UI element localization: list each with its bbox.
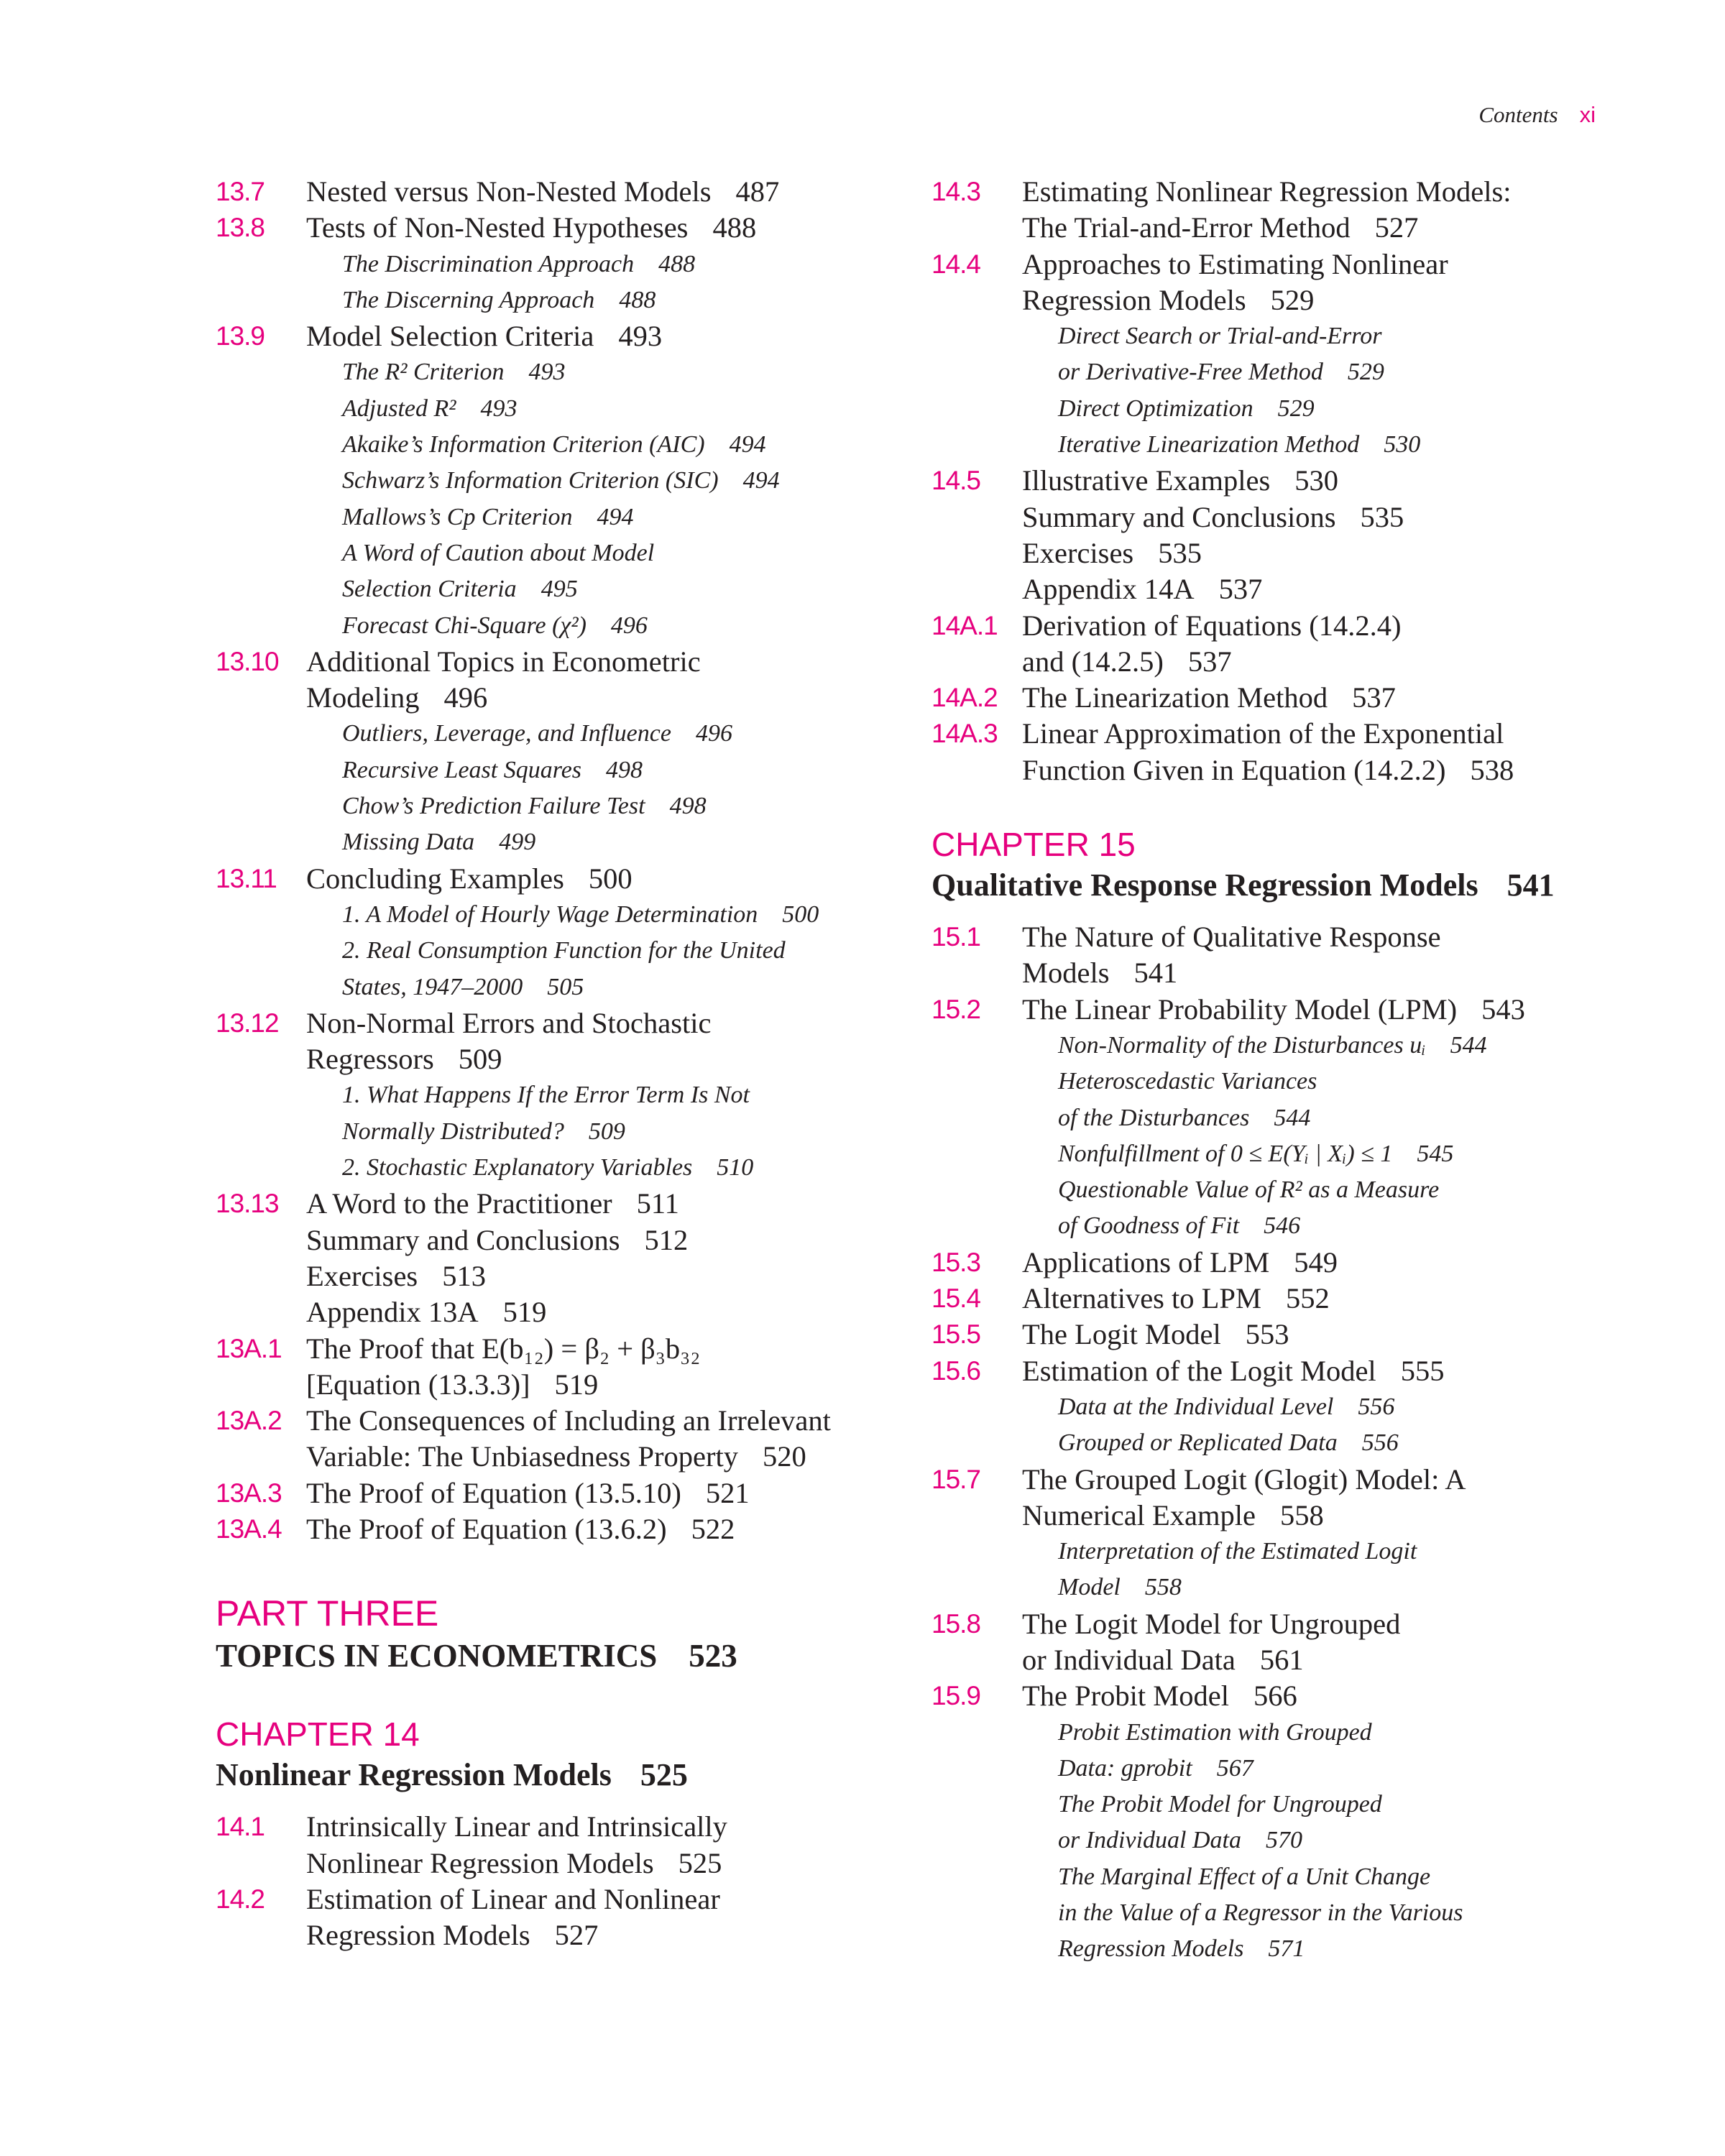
toc-subsection-entry[interactable] [342, 752, 906, 788]
toc-subsection-entry[interactable] [1058, 318, 1622, 391]
section-title [1022, 247, 1622, 319]
section-title [306, 1809, 906, 1881]
example-title-line1: 1. What Happens If the Error Term Is Not [342, 1082, 750, 1109]
section-number: 13A.4 [216, 1514, 282, 1544]
chapter-title[interactable] [932, 865, 1622, 906]
section-page: 529 [1270, 283, 1315, 316]
example-title-line2 [342, 969, 906, 1005]
subsection-title: Schwarz’s Information Criterion (SIC) [342, 467, 719, 494]
section-page: 558 [1280, 1498, 1324, 1531]
section-page: 553 [1245, 1318, 1289, 1351]
section-number: 13.7 [216, 177, 265, 206]
toc-subsection-entry[interactable] [342, 716, 906, 752]
toc-subsection-entry[interactable] [342, 282, 906, 318]
section-number: 14A.3 [932, 719, 998, 749]
section-title-text: The Proof of Equation (13.5.10) [306, 1476, 681, 1509]
toc-section-entry[interactable] [932, 608, 1622, 681]
subsection-page: 488 [658, 250, 696, 277]
toc-section-entry[interactable] [216, 1475, 906, 1511]
section-number: 14.4 [932, 249, 981, 279]
section-title-text: Approaches to Estimating Nonlinear Regression Models [1022, 247, 1448, 316]
subsection-title: Data at the Individual Level [1058, 1393, 1334, 1420]
section-number: 15.9 [932, 1681, 981, 1711]
section-title-text: Illustrative Examples [1022, 464, 1271, 497]
part-label: PART THREE [216, 1593, 439, 1634]
toc-subsection-entry[interactable] [1058, 1172, 1622, 1245]
section-number: 13.12 [216, 1008, 279, 1038]
section-title-text: The Linear Probability Model (LPM) [1022, 992, 1458, 1026]
section-title [1022, 680, 1622, 716]
section-page: 530 [1294, 464, 1339, 497]
section-number: 14.2 [216, 1884, 265, 1914]
subsection-title: Adjusted R² [342, 395, 456, 422]
backmatter-title: Exercises [306, 1259, 418, 1292]
toc-subsection-entry[interactable] [342, 824, 906, 860]
section-page: 543 [1481, 992, 1525, 1026]
toc-section-entry[interactable] [932, 463, 1622, 499]
section-title [1022, 1353, 1622, 1389]
backmatter-page: 535 [1158, 536, 1202, 569]
section-number: 14A.1 [932, 610, 998, 640]
section-title [306, 174, 906, 210]
section-title-text: Non-Normal Errors and Stochastic Regressors [306, 1006, 712, 1076]
subsection-page: 529 [1347, 359, 1384, 386]
section-title-text: The Grouped Logit (Glogit) Model: A Numerical Example [1022, 1462, 1466, 1531]
section-number: 13.8 [216, 213, 265, 243]
toc-subsection-entry[interactable] [342, 354, 906, 390]
section-title-text: Intrinsically Linear and Intrinsically Nonlinear Regression Models [306, 1810, 727, 1879]
subsection-title: Iterative Linearization Method [1058, 431, 1360, 459]
toc-section-entry[interactable] [932, 1281, 1622, 1317]
toc-section-entry[interactable] [216, 1005, 906, 1078]
example-page: 510 [717, 1154, 754, 1181]
section-title-text: Estimation of the Logit Model [1022, 1354, 1376, 1387]
section-number: 15.8 [932, 1608, 981, 1639]
section-page: 511 [636, 1187, 679, 1220]
section-page: 493 [618, 320, 663, 353]
toc-subsection-entry[interactable] [342, 608, 906, 644]
section-number: 13A.1 [216, 1333, 282, 1363]
section-title-text: Concluding Examples [306, 862, 564, 895]
section-title-text: The Logit Model for Ungrouped or Individual Data [1022, 1607, 1401, 1676]
section-page: 561 [1259, 1643, 1304, 1676]
toc-example-entry[interactable] [342, 1150, 906, 1186]
example-title-line2-text: Normally Distributed? [342, 1118, 564, 1145]
running-head [1478, 102, 1596, 128]
example-title-line1: 2. Stochastic Explanatory Variables [342, 1154, 693, 1181]
section-page: 527 [554, 1919, 599, 1952]
section-title [1022, 1281, 1622, 1317]
section-page: 549 [1294, 1245, 1338, 1279]
toc-section-entry[interactable] [932, 174, 1622, 247]
backmatter-page: 512 [644, 1223, 689, 1256]
toc-subsection-entry[interactable] [1058, 1064, 1622, 1136]
section-title [306, 1881, 906, 1954]
subsection-title: Akaike’s Information Criterion (AIC) [342, 431, 705, 459]
backmatter-page: 513 [442, 1259, 486, 1292]
toc-subsection-entry[interactable] [1058, 1425, 1622, 1461]
section-title-text: The Proof of Equation (13.6.2) [306, 1512, 667, 1545]
toc-list [932, 174, 1622, 788]
toc-backmatter-entry[interactable] [1022, 571, 1622, 607]
section-number: 15.6 [932, 1355, 981, 1386]
example-title-line2-text: States, 1947–2000 [342, 973, 523, 1000]
subsection-page: 495 [540, 576, 578, 603]
subsection-page: 544 [1274, 1104, 1311, 1131]
example-page: 509 [588, 1118, 625, 1145]
toc-section-entry[interactable] [216, 644, 906, 717]
section-title-text: Linear Approximation of the Exponential Function Given in Equation (14.2.2) [1022, 717, 1504, 786]
backmatter-page: 537 [1218, 573, 1263, 606]
chapter-title-text: Qualitative Response Regression Models [932, 867, 1478, 903]
example-page: 505 [547, 973, 584, 1000]
example-title-line1: 2. Real Consumption Function for the United [342, 937, 786, 964]
subsection-page: 494 [597, 503, 634, 530]
section-number: 15.1 [932, 922, 981, 952]
toc-section-entry[interactable] [932, 992, 1622, 1028]
toc-section-entry[interactable] [932, 1245, 1622, 1281]
subsection-page: 556 [1358, 1393, 1395, 1420]
subsection-page: 493 [528, 359, 566, 386]
subsection-page: 545 [1417, 1140, 1454, 1167]
toc-subsection-entry[interactable] [342, 463, 906, 499]
subsection-page: 529 [1277, 395, 1315, 422]
section-page: 522 [691, 1512, 735, 1545]
section-title [306, 210, 906, 246]
section-title-text: Estimating Nonlinear Regression Models: The Trial-and-Error Method [1022, 175, 1512, 244]
backmatter-page: 535 [1360, 500, 1404, 533]
example-title-line1: 1. A Model of Hourly Wage Determination [342, 900, 758, 928]
toc-subsection-entry[interactable] [342, 391, 906, 427]
section-title [1022, 463, 1622, 499]
section-number: 15.5 [932, 1319, 981, 1350]
backmatter-title: Summary and Conclusions [1022, 500, 1336, 533]
toc-section-entry[interactable] [932, 1606, 1622, 1679]
section-page: 525 [678, 1846, 722, 1879]
subsection-page: 570 [1265, 1827, 1302, 1854]
section-page: 527 [1374, 211, 1419, 244]
section-page: 552 [1285, 1282, 1330, 1315]
backmatter-title: Summary and Conclusions [306, 1223, 620, 1256]
section-title-text: A Word to the Practitioner [306, 1187, 612, 1220]
section-title-text: Derivation of Equations (14.2.4) and (14.2.5) [1022, 609, 1402, 678]
example-title-line2 [342, 1114, 906, 1150]
backmatter-title: Exercises [1022, 536, 1134, 569]
toc-section-entry[interactable] [932, 247, 1622, 319]
subsection-page: 546 [1264, 1212, 1301, 1240]
chapter-page: 525 [640, 1757, 688, 1793]
section-page: 538 [1470, 753, 1514, 786]
toc-right-column [932, 174, 1622, 1968]
toc-section-entry[interactable] [216, 1809, 906, 1881]
subsection-title: Mallows’s Cp Criterion [342, 503, 573, 530]
part-title-text: TOPICS IN ECONOMETRICS [216, 1638, 658, 1674]
toc-section-entry[interactable] [932, 1678, 1622, 1714]
toc-example-entry[interactable] [342, 933, 906, 1005]
subsection-page: 494 [729, 431, 766, 459]
subsection-title: Non-Normality of the Disturbances uᵢ [1058, 1031, 1426, 1059]
subsection-title: Interpretation of the Estimated Logit Model [1058, 1538, 1417, 1601]
section-title [1022, 608, 1622, 681]
toc-list [216, 174, 906, 1547]
chapter-page: 541 [1506, 867, 1555, 903]
part-page: 523 [689, 1638, 737, 1674]
toc-section-entry[interactable] [216, 1881, 906, 1954]
toc-subsection-entry[interactable] [1058, 1136, 1622, 1172]
toc-section-entry[interactable] [216, 861, 906, 897]
subsection-page: 558 [1144, 1574, 1182, 1601]
section-page: 496 [443, 681, 488, 714]
toc-backmatter-entry[interactable] [306, 1222, 906, 1258]
section-title [306, 1186, 906, 1222]
section-title-text: Alternatives to LPM [1022, 1282, 1261, 1315]
toc-section-entry[interactable] [216, 174, 906, 210]
toc-subsection-entry[interactable] [342, 247, 906, 282]
toc-subsection-entry[interactable] [1058, 427, 1622, 463]
section-number: 15.3 [932, 1247, 981, 1277]
toc-subsection-entry[interactable] [342, 535, 906, 608]
toc-section-entry[interactable] [216, 1403, 906, 1475]
section-page: 555 [1400, 1354, 1445, 1387]
section-number: 14.3 [932, 177, 981, 206]
section-title-text: The Nature of Qualitative Response Models [1022, 921, 1441, 990]
subsection-page: 498 [669, 793, 707, 820]
subsection-title: Direct Search or Trial-and-Error or Derivative-Free Method [1058, 323, 1382, 386]
subsection-title: Chow’s Prediction Failure Test [342, 793, 645, 820]
section-title-text: Tests of Non-Nested Hypotheses [306, 211, 689, 244]
subsection-title: The Probit Model for Ungrouped or Individual Data [1058, 1791, 1382, 1854]
subsection-page: 488 [619, 286, 656, 313]
subsection-page: 499 [499, 829, 536, 856]
section-title-text: The Logit Model [1022, 1318, 1221, 1351]
toc-subsection-entry[interactable] [1058, 1534, 1622, 1606]
part-title[interactable] [216, 1635, 906, 1677]
section-page: 537 [1187, 645, 1232, 678]
section-number: 15.2 [932, 994, 981, 1024]
subsection-page: 556 [1361, 1429, 1399, 1457]
subsection-title: Probit Estimation with Grouped Data: gprobit [1058, 1718, 1372, 1782]
section-number: 13.11 [216, 863, 277, 893]
toc-subsection-entry[interactable] [1058, 1028, 1622, 1064]
toc-subsection-entry[interactable] [342, 499, 906, 535]
section-title [1022, 716, 1622, 788]
section-number: 13A.2 [216, 1406, 282, 1436]
toc-backmatter-entry[interactable] [306, 1294, 906, 1330]
subsection-title: Nonfulfillment of 0 ≤ E(Yᵢ | Xᵢ) ≤ 1 [1058, 1140, 1393, 1167]
subsection-page: 496 [610, 612, 648, 639]
section-number: 14.5 [932, 466, 981, 496]
section-title [306, 644, 906, 717]
subsection-page: 544 [1450, 1031, 1487, 1059]
toc-section-entry[interactable] [932, 680, 1622, 716]
subsection-page: 571 [1268, 1935, 1305, 1963]
section-title [1022, 174, 1622, 247]
toc-list [216, 1809, 906, 1953]
section-title-text: The Linearization Method [1022, 681, 1328, 714]
section-page: 541 [1133, 957, 1178, 990]
section-title-text: The Proof that E(b₁₂) = β₂ + β₃b₃₂ [Equation (13.3.3)] [306, 1332, 701, 1401]
toc-section-entry[interactable] [932, 1317, 1622, 1353]
chapter-label: CHAPTER 14 [216, 1715, 420, 1754]
section-title [1022, 1317, 1622, 1353]
subsection-page: 530 [1384, 431, 1421, 459]
backmatter-title: Appendix 13A [306, 1296, 479, 1329]
section-title-text: Model Selection Criteria [306, 320, 594, 353]
section-number: 13.13 [216, 1189, 279, 1219]
subsection-page: 496 [695, 720, 732, 747]
toc-section-entry[interactable] [216, 1186, 906, 1222]
section-title [1022, 1462, 1622, 1534]
subsection-title: Recursive Least Squares [342, 756, 582, 783]
subsection-page: 493 [480, 395, 518, 422]
section-page: 488 [712, 211, 757, 244]
subsection-page: 498 [606, 756, 643, 783]
chapter-label: CHAPTER 15 [932, 826, 1136, 864]
toc-section-entry[interactable] [932, 919, 1622, 992]
section-title-text: Additional Topics in Econometric Modeling [306, 645, 701, 714]
toc-example-entry[interactable] [342, 1077, 906, 1150]
subsection-title: Direct Optimization [1058, 395, 1254, 422]
toc-subsection-entry[interactable] [1058, 1715, 1622, 1787]
toc-section-entry[interactable] [216, 210, 906, 246]
section-number: 13.9 [216, 321, 265, 351]
section-page: 566 [1253, 1680, 1297, 1713]
toc-subsection-entry[interactable] [1058, 1859, 1622, 1968]
subsection-title: Missing Data [342, 829, 475, 856]
section-number: 14A.2 [932, 683, 998, 713]
toc-example-entry[interactable] [342, 897, 906, 933]
toc-subsection-entry[interactable] [342, 788, 906, 824]
toc-section-entry[interactable] [216, 1331, 906, 1404]
toc-section-entry[interactable] [932, 716, 1622, 788]
toc-backmatter-entry[interactable] [1022, 499, 1622, 535]
section-page: 537 [1352, 681, 1396, 714]
subsection-title: The Discrimination Approach [342, 250, 635, 277]
section-number: 14.1 [216, 1812, 265, 1842]
section-title-text: Applications of LPM [1022, 1245, 1270, 1279]
section-title-text: Estimation of Linear and Nonlinear Regression Models [306, 1882, 720, 1952]
section-title [1022, 1678, 1622, 1714]
chapter-title-text: Nonlinear Regression Models [216, 1757, 612, 1793]
chapter-title[interactable] [216, 1754, 906, 1796]
subsection-title: The Discerning Approach [342, 286, 595, 313]
section-title [1022, 1245, 1622, 1281]
toc-section-entry[interactable] [932, 1353, 1622, 1389]
toc-section-entry[interactable] [932, 1462, 1622, 1534]
section-title-text: Nested versus Non-Nested Models [306, 175, 712, 208]
section-number: 15.4 [932, 1284, 981, 1314]
section-number: 13A.3 [216, 1478, 282, 1508]
section-title [306, 1475, 906, 1511]
section-title [306, 1403, 906, 1475]
section-page: 520 [762, 1440, 806, 1473]
section-title [306, 318, 906, 354]
toc-backmatter-entry[interactable] [306, 1258, 906, 1294]
subsection-title: Outliers, Leverage, and Influence [342, 720, 671, 747]
subsection-title: Questionable Value of R² as a Measure of Goodness of Fit [1058, 1176, 1440, 1240]
subsection-title: Grouped or Replicated Data [1058, 1429, 1338, 1457]
toc-subsection-entry[interactable] [342, 427, 906, 463]
section-title [306, 1005, 906, 1078]
subsection-page: 567 [1216, 1754, 1254, 1782]
section-page: 487 [735, 175, 780, 208]
section-page: 521 [705, 1476, 750, 1509]
section-page: 519 [554, 1368, 599, 1401]
subsection-title: A Word of Caution about Model Selection Criteria [342, 539, 655, 603]
section-number: 15.7 [932, 1464, 981, 1494]
section-title [306, 861, 906, 897]
toc-subsection-entry[interactable] [1058, 391, 1622, 427]
section-title-text: The Probit Model [1022, 1680, 1229, 1713]
subsection-title: The R² Criterion [342, 359, 505, 386]
subsection-title: Forecast Chi-Square (χ²) [342, 612, 586, 639]
toc-subsection-entry[interactable] [1058, 1787, 1622, 1859]
section-title [1022, 1606, 1622, 1679]
section-title-text: The Consequences of Including an Irrelevant Variable: The Unbiasedness Property [306, 1404, 831, 1473]
toc-section-entry[interactable] [216, 318, 906, 354]
section-title [1022, 919, 1622, 992]
subsection-title: The Marginal Effect of a Unit Change in the Value of a Regressor in the Various Regression Models [1058, 1863, 1463, 1963]
toc-section-entry[interactable] [216, 1511, 906, 1547]
toc-subsection-entry[interactable] [1058, 1389, 1622, 1425]
example-page: 500 [782, 900, 819, 928]
toc-backmatter-entry[interactable] [1022, 535, 1622, 571]
backmatter-title: Appendix 14A [1022, 573, 1195, 606]
page-number: xi [1579, 102, 1596, 127]
backmatter-page: 519 [502, 1296, 547, 1329]
section-page: 509 [458, 1043, 502, 1076]
section-page: 500 [588, 862, 632, 895]
running-head-title: Contents [1478, 102, 1558, 127]
section-title [1022, 992, 1622, 1028]
subsection-page: 494 [742, 467, 780, 494]
section-number: 13.10 [216, 646, 279, 676]
subsection-title: Heteroscedastic Variances of the Disturbances [1058, 1068, 1317, 1131]
toc-list [932, 919, 1622, 1968]
section-title [306, 1511, 906, 1547]
toc-left-column [216, 174, 906, 1953]
section-title [306, 1331, 906, 1404]
